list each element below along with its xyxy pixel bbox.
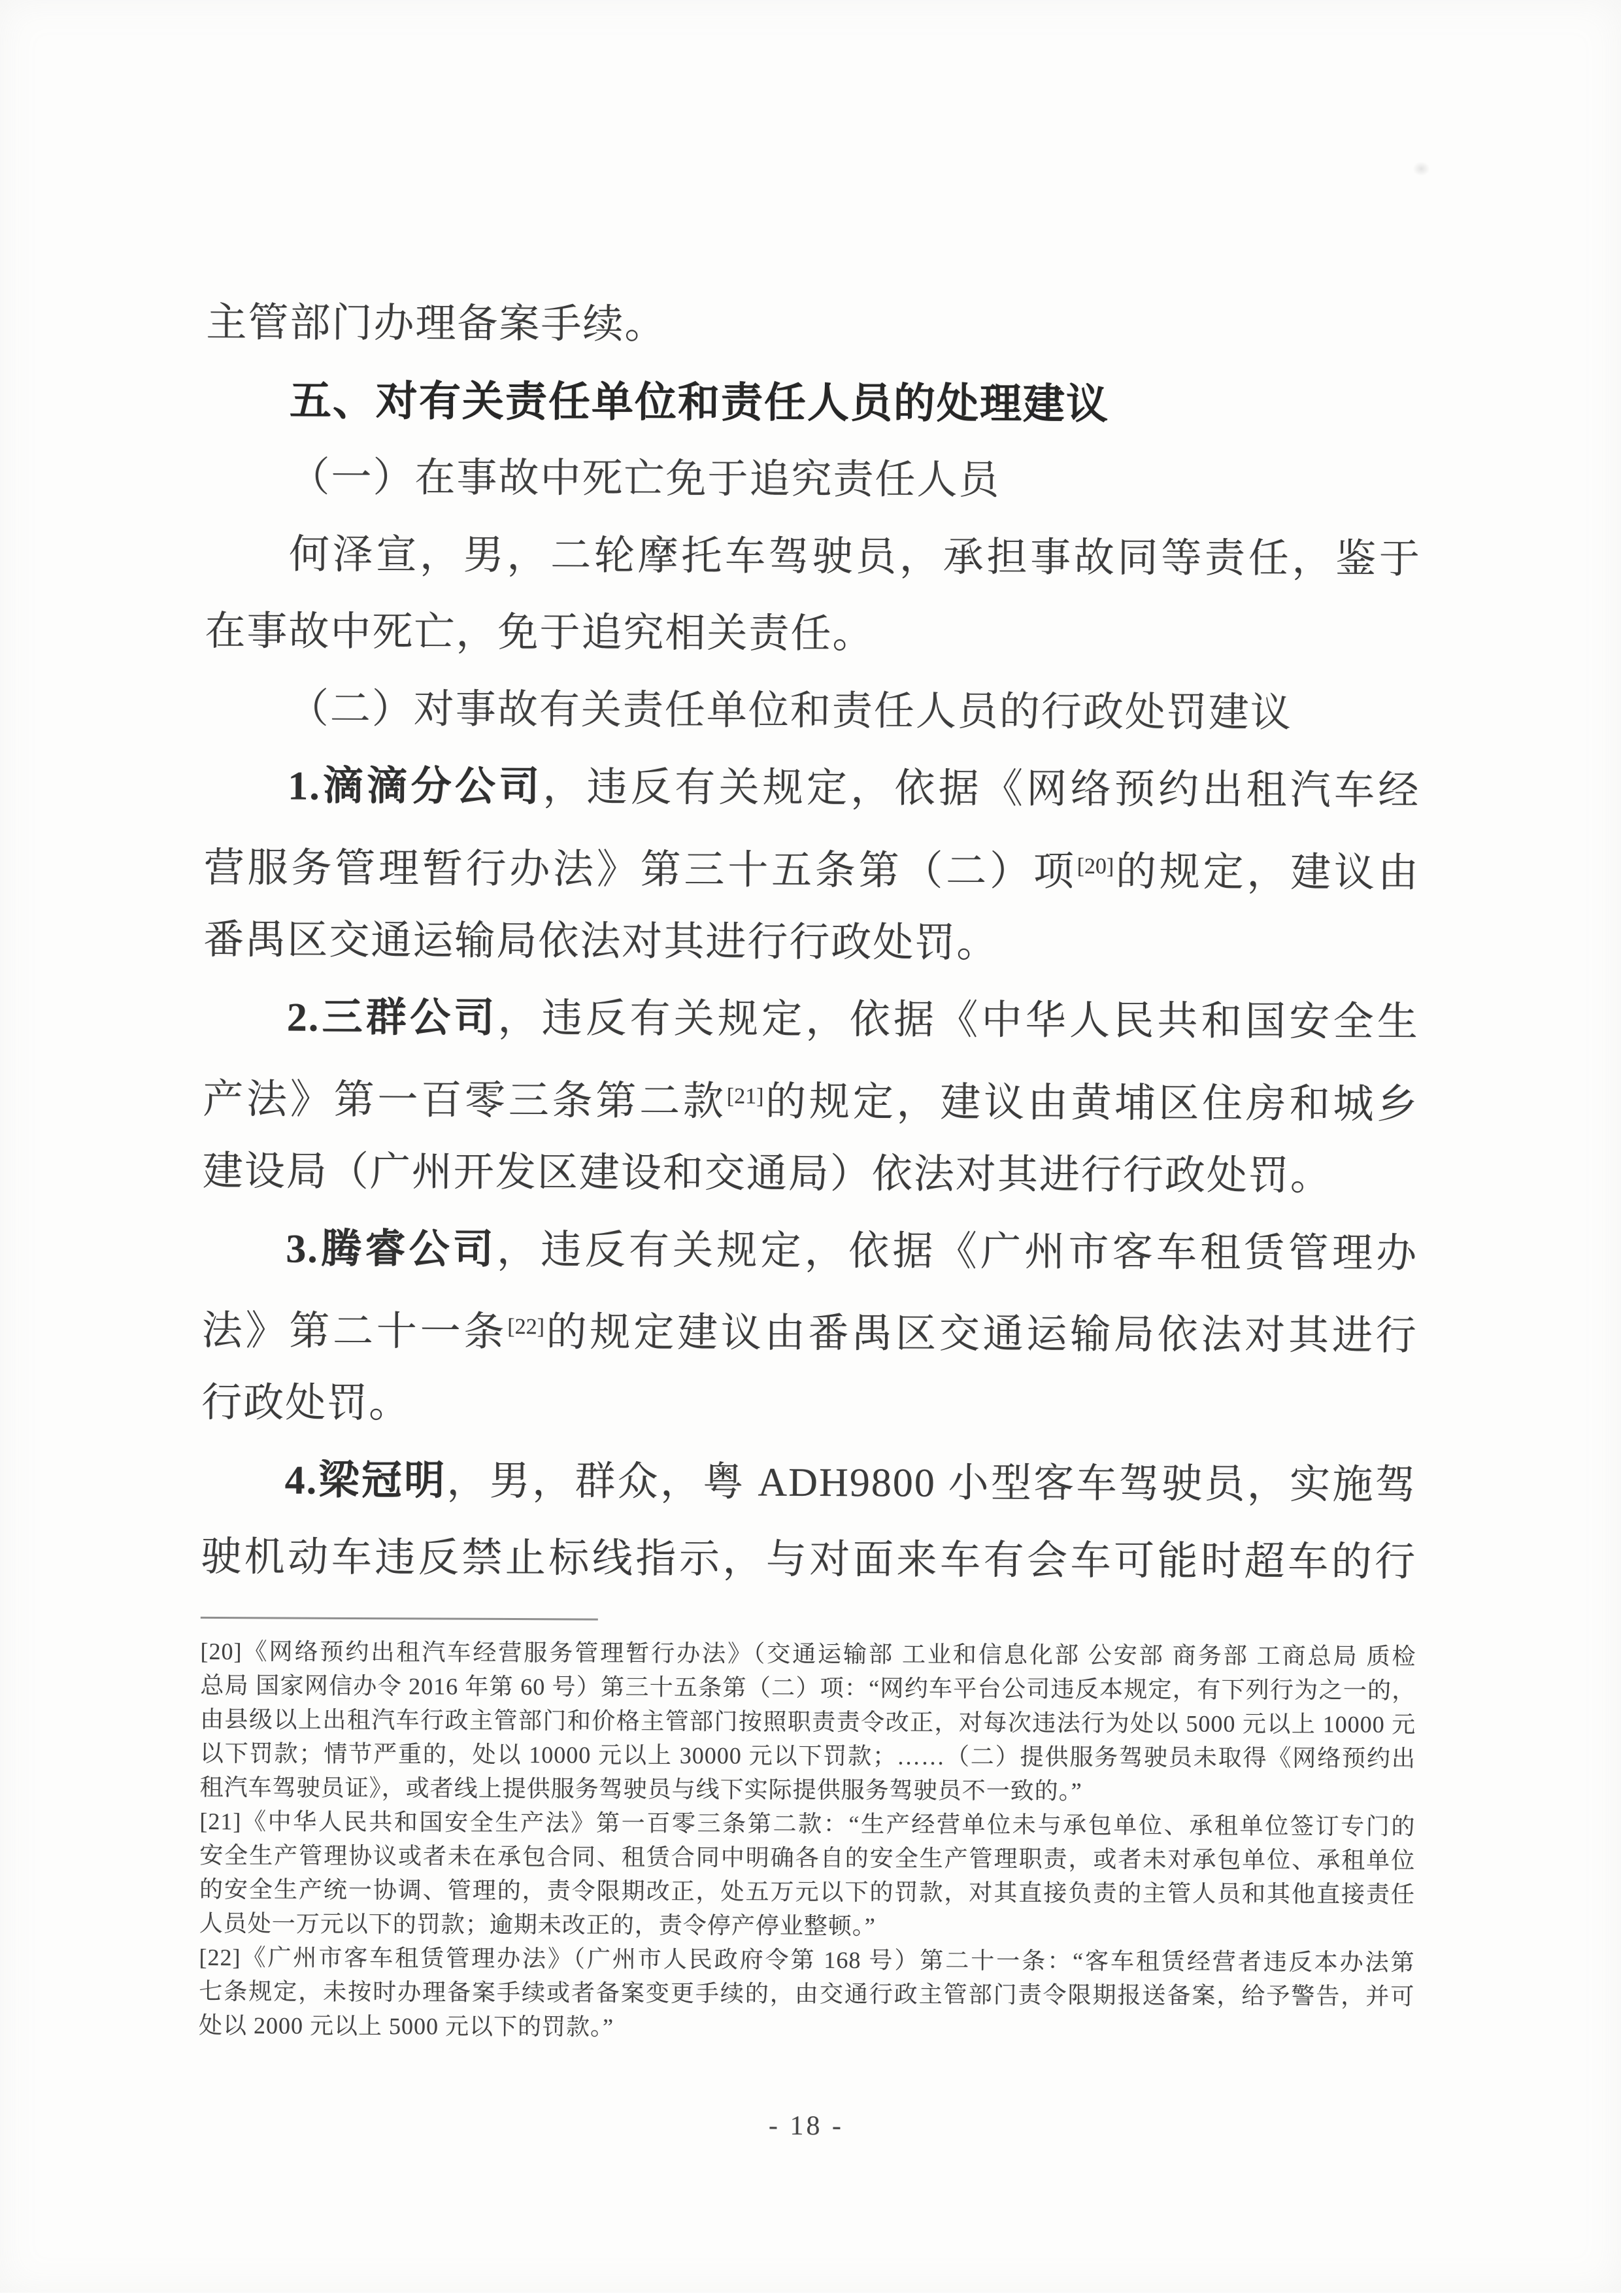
body-text: 建设局（广州开发区建设和交通局）依法对其进行行政处罚。 <box>202 1149 1332 1199</box>
body-text: ，违反有关规定，依据《中华人民共和国安全生 <box>497 996 1419 1045</box>
footnote-ref: [20] <box>1077 854 1114 879</box>
footnote-ref: [22] <box>507 1314 545 1340</box>
body-line <box>204 747 1420 830</box>
footnote-line <box>199 1872 1415 1912</box>
item-name-bold: 4.梁冠明 <box>284 1458 447 1504</box>
document-body <box>201 284 1422 1601</box>
heading-text: 五、对有关责任单位和责任人员的处理建议 <box>289 377 1110 428</box>
page-number: - 18 - <box>768 2110 844 2142</box>
footnote-ref: [21] <box>726 1084 764 1109</box>
subsection-heading <box>205 670 1420 752</box>
footnote-text: 租汽车驾驶员证》，或者线上提供服务驾驶员与线下实际提供服务驾驶员不一致的。” <box>199 1774 1082 1804</box>
footnote-line <box>199 2008 1414 2048</box>
footnote-text: 人员处一万元以下的罚款；逾期未改正的，责令停产停业整顿。” <box>199 1910 876 1940</box>
body-text: 营服务管理暂行办法》第三十五条第（二）项 <box>203 845 1077 894</box>
footnote-text: [21]《中华人民共和国安全生产法》第一百零三条第二款：“生产经营单位未与承包单位、承租单位签订专门的 <box>199 1808 1416 1840</box>
body-line <box>201 1519 1416 1601</box>
footnote-text: [20]《网络预约出租汽车经营服务管理暂行办法》（交通运输部 工业和信息化部 公安部 商务部 工商总局 质检 <box>200 1638 1416 1670</box>
body-line <box>203 1056 1418 1138</box>
body-line <box>204 824 1420 907</box>
body-text: ，违反有关规定，依据《广州市客车租赁管理办 <box>496 1227 1418 1277</box>
footnote-line <box>199 1838 1415 1878</box>
subheading-text: （二）对事故有关责任单位和责任人员的行政处罚建议 <box>288 686 1293 736</box>
body-text: ，违反有关规定，依据《网络预约出租汽车经 <box>543 765 1420 814</box>
subheading-text: （一）在事故中死亡免于追究责任人员 <box>289 455 1001 503</box>
footnote-line <box>200 1668 1416 1708</box>
footnote-text: 由县级以上出租汽车行政主管部门和价格主管部门按照职责责令改正，对每次违法行为处以 5000 元以上 10000 元 <box>200 1706 1416 1738</box>
footnote-line <box>200 1702 1416 1742</box>
subsection-heading <box>205 439 1421 521</box>
footnote-text: 安全生产管理协议或者未在承包合同、租赁合同中明确各自的安全生产管理职责，或者未对承包单位、承租单位 <box>199 1842 1416 1874</box>
footnote-line <box>199 1906 1415 1946</box>
item-name-bold: 2.三群公司 <box>286 995 498 1041</box>
body-line <box>203 979 1419 1061</box>
footnote-line <box>200 1736 1416 1776</box>
body-line <box>201 1364 1417 1447</box>
body-text: 的规定，建议由黄埔区住房和城乡 <box>763 1079 1419 1128</box>
body-line <box>205 593 1420 675</box>
footnote-separator <box>201 1617 598 1621</box>
body-line <box>201 1442 1416 1524</box>
footnote-line <box>200 1634 1416 1674</box>
item-name-bold: 1.滴滴分公司 <box>288 764 543 810</box>
footnote-text: 的安全生产统一协调、管理的，责令限期改正，处五万元以下的罚款，对其直接负责的主管人员和其他直接责任 <box>199 1876 1416 1908</box>
item-name-bold: 3.腾睿公司 <box>286 1226 497 1272</box>
body-line <box>206 284 1422 367</box>
body-text: 番禺区交通运输局依法对其进行行政处罚。 <box>203 917 999 966</box>
section-heading <box>206 362 1422 444</box>
footnote-line <box>199 1940 1414 1980</box>
body-line <box>202 1287 1418 1370</box>
body-text: 的规定，建议由 <box>1114 850 1420 896</box>
footnote-line <box>200 1770 1416 1810</box>
body-text: 在事故中死亡，免于追究相关责任。 <box>205 609 875 657</box>
footnotes-block <box>199 1634 1416 2048</box>
body-line <box>203 1133 1418 1215</box>
footnote-line <box>199 1974 1414 2014</box>
footnote-text: 以下罚款；情节严重的，处以 10000 元以上 30000 元以下罚款；……（二）提供服务驾驶员未取得《网络预约出 <box>199 1740 1416 1772</box>
body-text: 产法》第一百零三条第二款 <box>203 1077 727 1124</box>
footnote-text: 处以 2000 元以上 5000 元以下的罚款。” <box>199 2012 614 2040</box>
body-text: 行政处罚。 <box>201 1380 411 1427</box>
body-text: 驶机动车违反禁止标线指示，与对面来车有会车可能时超车的行 <box>201 1534 1417 1585</box>
footnote-text: 七条规定，未按时办理备案手续或者备案变更手续的，由交通行政主管部门责令限期报送备案，给予警告，并可 <box>199 1978 1415 2010</box>
body-line <box>205 516 1421 598</box>
scan-artifact <box>1412 161 1429 176</box>
body-text: 的规定建议由番禺区交通运输局依法对其进行 <box>544 1310 1418 1359</box>
body-text: 何泽宣，男，二轮摩托车驾驶员，承担事故同等责任，鉴于 <box>288 532 1422 582</box>
body-text: 法》第二十一条 <box>201 1308 508 1355</box>
body-text: 主管部门办理备案手续。 <box>206 300 667 348</box>
body-text: ，男，群众，粤 ADH9800 小型客车驾驶员，实施驾 <box>446 1459 1417 1508</box>
body-line <box>203 902 1419 984</box>
footnote-line <box>199 1804 1415 1844</box>
footnote-text: [22]《广州市客车租赁管理办法》（广州市人民政府令第 168 号）第二十一条：“客车租赁经营者违反本办法第 <box>199 1944 1415 1976</box>
footnote-text: 总局 国家网信办令 2016 年第 60 号）第三十五条第（二）项：“网约车平台公司违反本规定，有下列行为之一的， <box>200 1672 1416 1704</box>
body-line <box>202 1210 1418 1292</box>
